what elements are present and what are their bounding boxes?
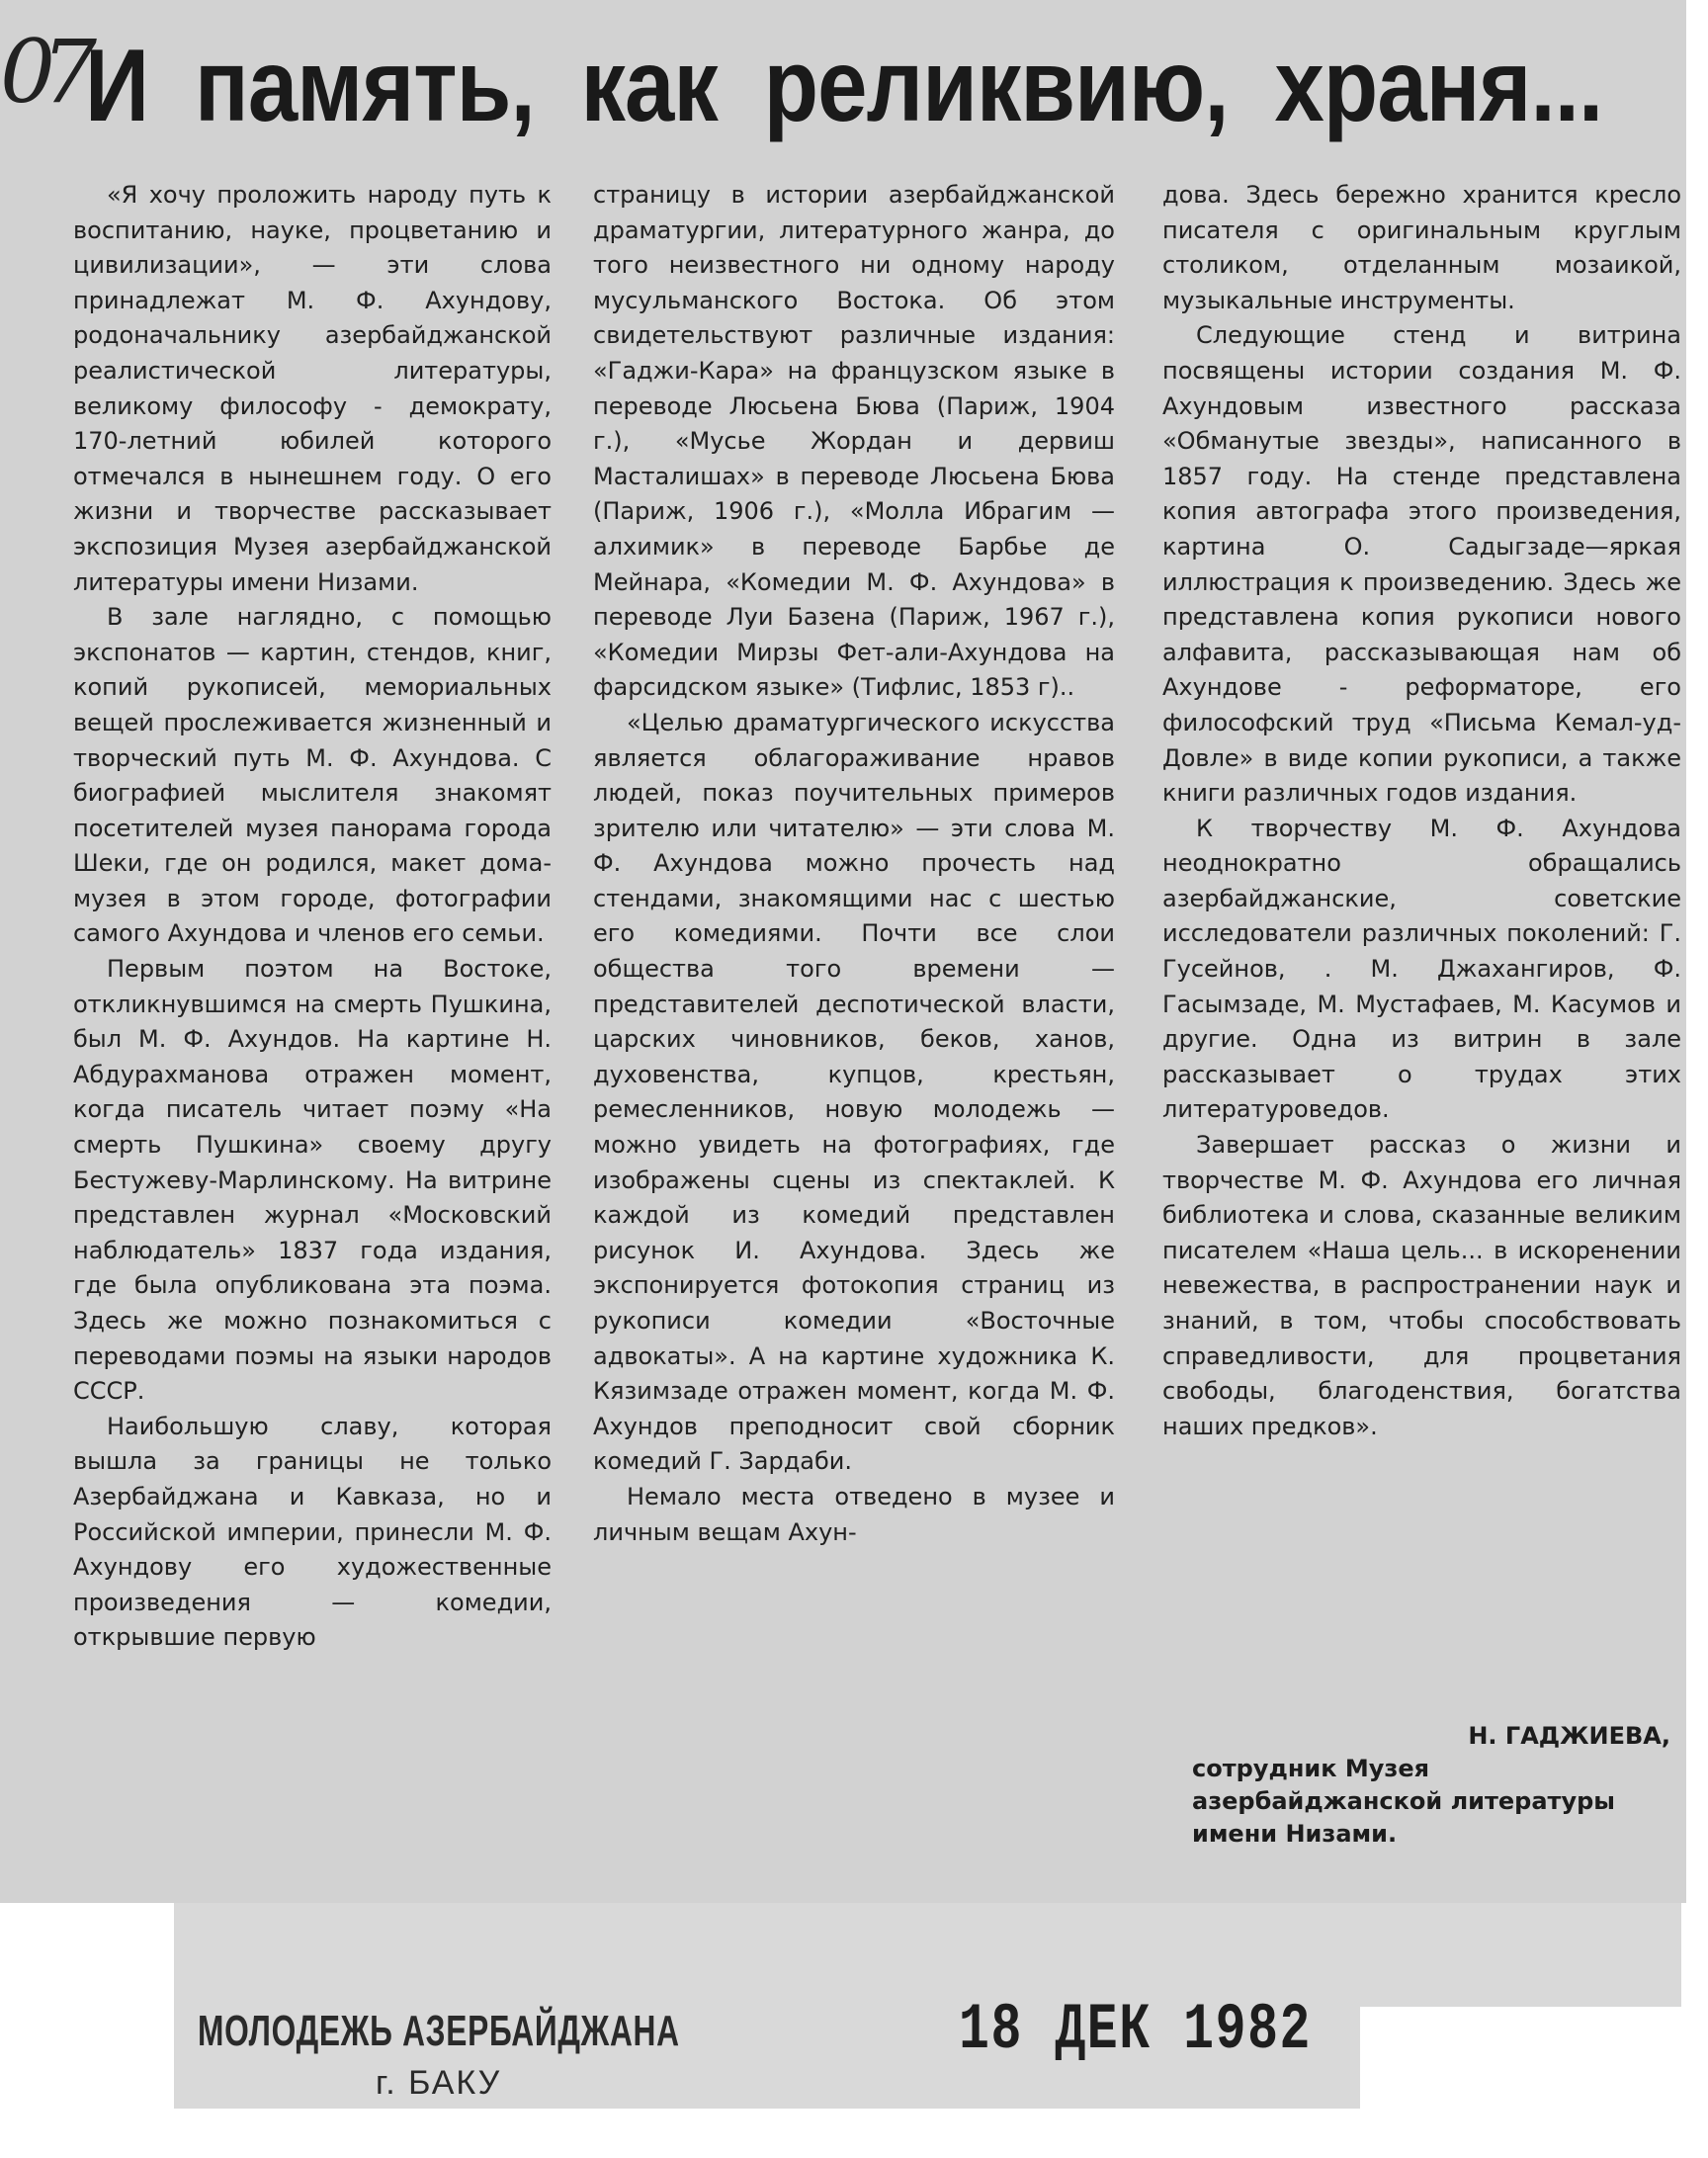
article-column-1 — [73, 178, 552, 1656]
newspaper-name-stamp: МОЛОДЕЖЬ АЗЕРБАЙДЖАНА — [198, 2007, 680, 2055]
article-paragraph: В зале наглядно, с помощью экспонатов — картин, стендов, книг, копий рукописей, мемориальных вещей прослеживается жизненный и творческий путь М. Ф. Ахундова. С биографией мыслителя знакомят посетителей музея панорама города Шеки, где он родился, макет дома-музея в этом городе, фотографии самого Ахундова и членов его семьи. — [73, 603, 552, 948]
date-stamp: 18 ДЕК 1982 — [959, 1993, 1312, 2067]
article-paragraph: Первым поэтом на Востоке, откликнувшимся на смерть Пушкина, был М. Ф. Ахундов. На картине Н. Абдурахманова отражен момент, когда писатель читает поэму «На смерть Пушкина» своему другу Бестужеву-Марлинскому. На витрине представлен журнал «Московский наблюдатель» 1837 года издания, где была опубликована эта поэма. Здесь же можно познакомиться с переводами поэмы на языки народов СССР. — [73, 955, 552, 1406]
article-paragraph: дова. Здесь бережно хранится кресло писателя с оригинальным круглым столиком, отделанным мозаикой, музыкальные инструменты. — [1162, 181, 1681, 314]
article-paragraph: Наибольшую славу, которая вышла за границы не только Азербайджана и Кавказа, но и Российской империи, принесли М. Ф. Ахундову его художественные произведения — комедии, открывшие первую — [73, 1412, 552, 1652]
city-stamp: г. БАКУ — [376, 2064, 502, 2102]
article-paragraph: «Целью драматургического искусства является облагораживание нравов людей, показ поучительных примеров зрителю или читателю» — эти слова М. Ф. Ахундова можно прочесть над стендами, знакомящими нас с шестью его комедиями. Почти все слои общества того времени — представителей деспотической власти, царских чиновников, беков, ханов, духовенства, купцов, крестьян, ремесленников, новую молодежь — можно увидеть на фотографиях, где изображены сцены из спектаклей. К каждой из комедий представлен рисунок И. Ахундова. Здесь же экспонируется фотокопия страниц из рукописи комедии «Восточные адвокаты». А на картине художника К. Кязимзаде отражен момент, когда М. Ф. Ахундов преподносит свой сборник комедий Г. Зардаби. — [593, 708, 1115, 1476]
handwritten-mark: 07 — [0, 21, 83, 123]
article-paragraph: страницу в истории азербайджанской драматургии, литературного жанра, до того неизвестного ни одному народу мусульманского Востока. Об этом свидетельствуют различные издания: «Гаджи-Кара» на французском языке в переводе Люсьена Бюва (Париж, 1904 г.), «Мусье Жордан и дервиш Масталишах» в переводе Люсьена Бюва (Париж, 1906 г.), «Молла Ибрагим — алхимик» в переводе Барбье де Мейнара, «Комедии М. Ф. Ахундова» в переводе Луи Базена (Париж, 1967 г.), «Комедии Мирзы Фет-али-Ахундова на фарсидском языке» (Тифлис, 1853 г).. — [593, 181, 1115, 702]
author-signature — [1176, 1720, 1676, 1851]
stamp-strip-extension — [1360, 1903, 1681, 2007]
article-paragraph: Немало места отведено в музее и личным вещам Ахун- — [593, 1482, 1115, 1546]
author-title: сотрудник Музея азербайджанской литературы имени Низами. — [1192, 1755, 1615, 1848]
article-headline: И память, как реликвию, храня... — [85, 29, 1603, 143]
article-column-3 — [1162, 178, 1681, 1444]
article-paragraph: К творчеству М. Ф. Ахундова неоднократно обращались азербайджанские, советские исследователи различных поколений: Г. Гусейнов, . М. Джахангиров, Ф. Гасымзаде, М. Мустафаев, М. Касумов и другие. Одна из витрин в зале рассказывает о трудах этих литературоведов. — [1162, 814, 1681, 1124]
article-column-2 — [593, 178, 1115, 1550]
article-paragraph: Следующие стенд и витрина посвящены истории создания М. Ф. Ахундовым известного рассказа «Обманутые звезды», написанного в 1857 году. На стенде представлена копия автографа этого произведения, картина О. Садыгзаде—яркая иллюстрация к произведению. Здесь же представлена копия рукописи нового алфавита, рассказывающая нам об Ахундове - реформаторе, его философский труд «Письма Кемал-уд-Довле» в виде копии рукописи, а также книги различных годов издания. — [1162, 321, 1681, 808]
author-name: Н. ГАДЖИЕВА, — [1468, 1722, 1670, 1750]
article-paragraph: «Я хочу проложить народу путь к воспитанию, науке, процветанию и цивилизации», — эти слова принадлежат М. Ф. Ахундову, родоначальнику азербайджанской реалистической литературы, великому философу - демократу, 170-летний юбилей которого отмечался в нынешнем году. О его жизни и творчестве рассказывает экспозиция Музея азербайджанской литературы имени Низами. — [73, 181, 552, 596]
article-paragraph: Завершает рассказ о жизни и творчестве М. Ф. Ахундова его личная библиотека и слова, сказанные великим писателем «Наша цель... в искоренении невежества, в распространении наук и знаний, в том, чтобы способствовать справедливости, для процветания свободы, благоденствия, богатства наших предков». — [1162, 1131, 1681, 1440]
